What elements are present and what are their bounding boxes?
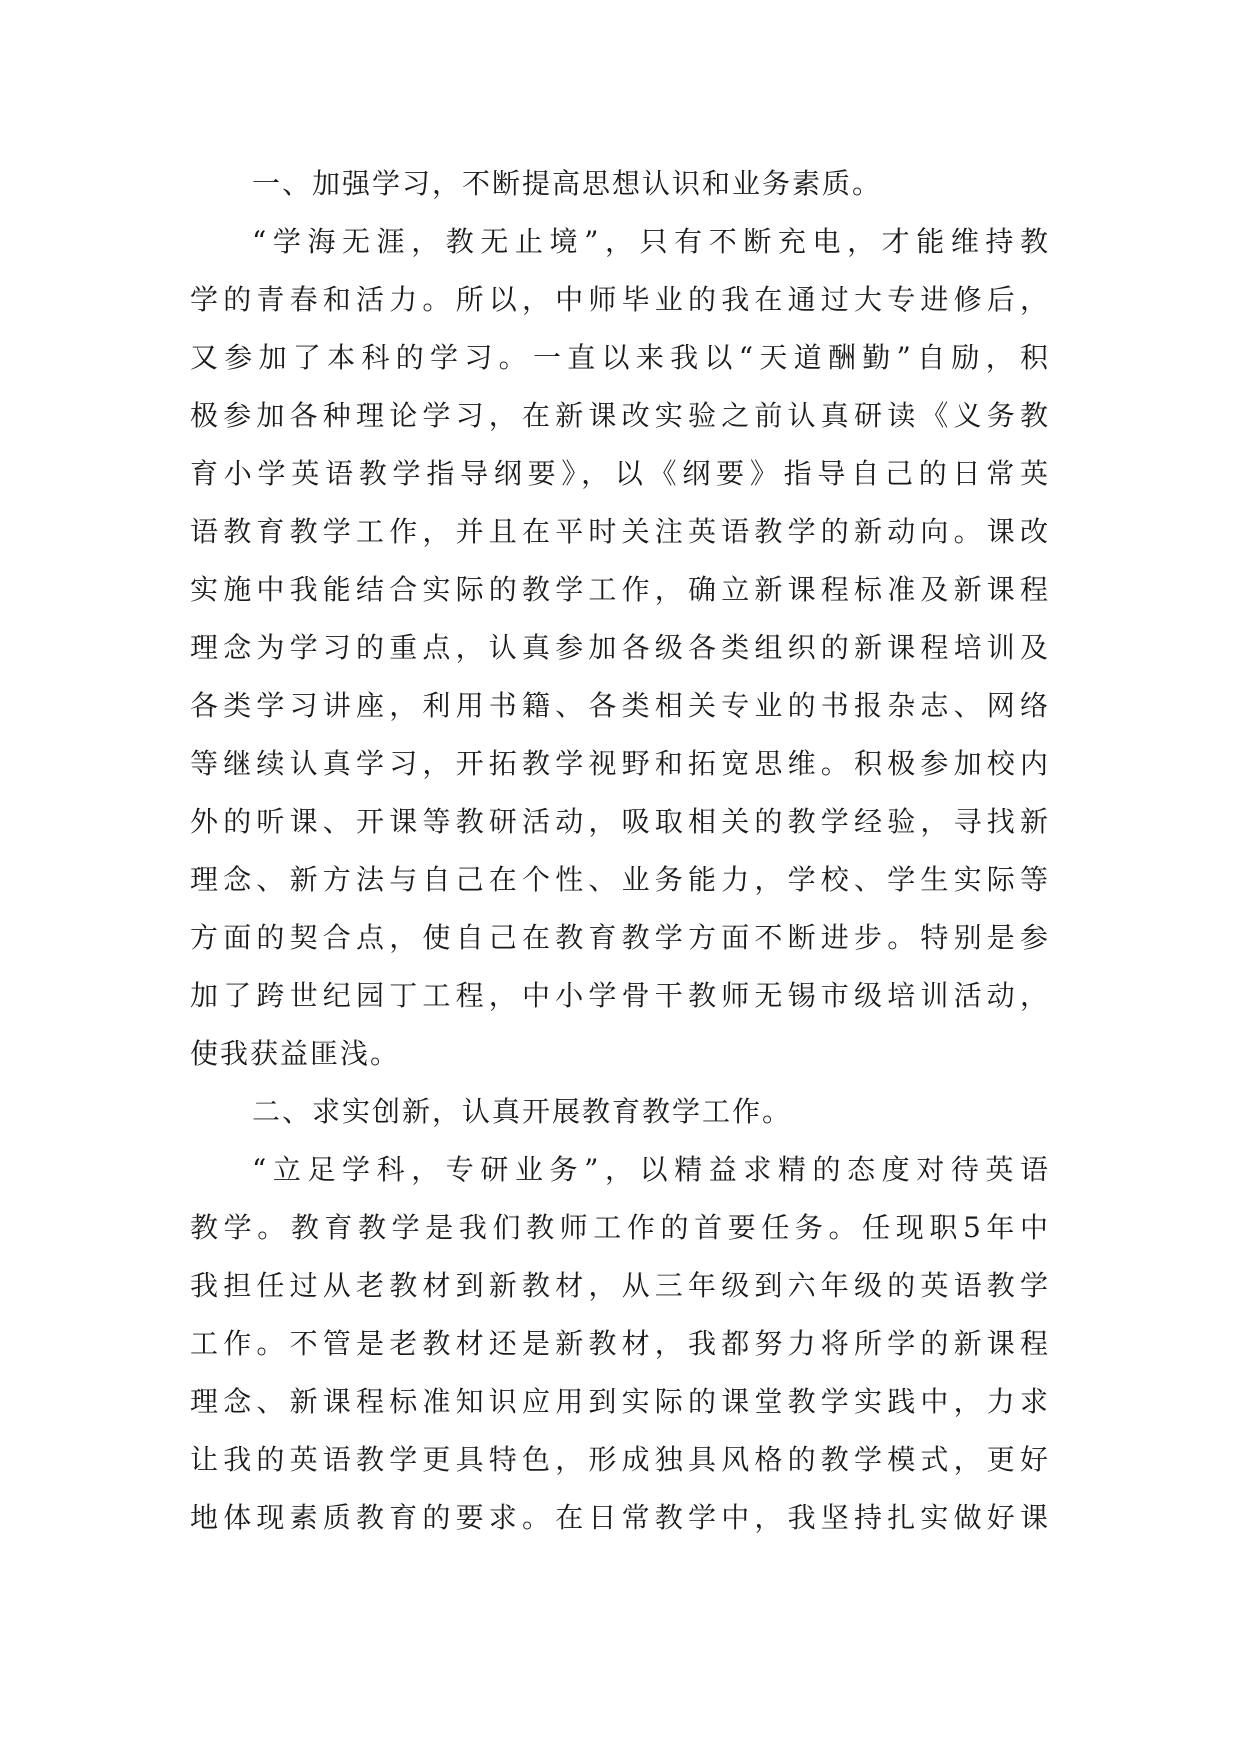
document-body: [190, 155, 1050, 1547]
text-line: 使我获益匪浅。: [190, 1037, 401, 1070]
text-line: “学海无涯，教无止境”，只有不断充电，才能维持教: [252, 225, 1050, 258]
text-line: 教学。教育教学是我们教师工作的首要任务。任现职5年中: [190, 1211, 1050, 1244]
text-line: 学的青春和活力。所以，中师毕业的我在通过大专进修后，: [190, 283, 1050, 316]
text-line: 我担任过从老教材到新教材，从三年级到六年级的英语教学: [190, 1269, 1050, 1302]
text-line: 一、加强学习，不断提高思想认识和业务素质。: [252, 167, 883, 200]
text-line: 语教育教学工作，并且在平时关注英语教学的新动向。课改: [190, 515, 1050, 548]
text-line: 让我的英语教学更具特色，形成独具风格的教学模式，更好: [190, 1443, 1050, 1476]
text-line: 育小学英语教学指导纲要》，以《纲要》指导自己的日常英: [190, 457, 1050, 490]
text-line: 理念、新课程标准知识应用到实际的课堂教学实践中，力求: [190, 1385, 1050, 1418]
text-line: “立足学科，专研业务”，以精益求精的态度对待英语: [252, 1153, 1050, 1186]
text-line: 极参加各种理论学习，在新课改实验之前认真研读《义务教: [190, 399, 1050, 432]
text-line: 理念为学习的重点，认真参加各级各类组织的新课程培训及: [190, 631, 1050, 664]
text-line: 实施中我能结合实际的教学工作，确立新课程标准及新课程: [190, 573, 1050, 606]
text-line: 理念、新方法与自己在个性、业务能力，学校、学生实际等: [190, 863, 1050, 896]
text-line: 加了跨世纪园丁工程，中小学骨干教师无锡市级培训活动，: [190, 979, 1050, 1012]
text-line: 工作。不管是老教材还是新教材，我都努力将所学的新课程: [190, 1327, 1050, 1360]
text-line: 方面的契合点，使自己在教育教学方面不断进步。特别是参: [190, 921, 1050, 954]
text-line: 各类学习讲座，利用书籍、各类相关专业的书报杂志、网络: [190, 689, 1050, 722]
text-line: 地体现素质教育的要求。在日常教学中，我坚持扎实做好课: [190, 1501, 1050, 1534]
text-line: 二、求实创新，认真开展教育教学工作。: [252, 1095, 793, 1128]
text-line: 又参加了本科的学习。一直以来我以“天道酬勤”自励，积: [190, 341, 1050, 374]
text-line: 等继续认真学习，开拓教学视野和拓宽思维。积极参加校内: [190, 747, 1050, 780]
text-line: 外的听课、开课等教研活动，吸取相关的教学经验，寻找新: [190, 805, 1050, 838]
